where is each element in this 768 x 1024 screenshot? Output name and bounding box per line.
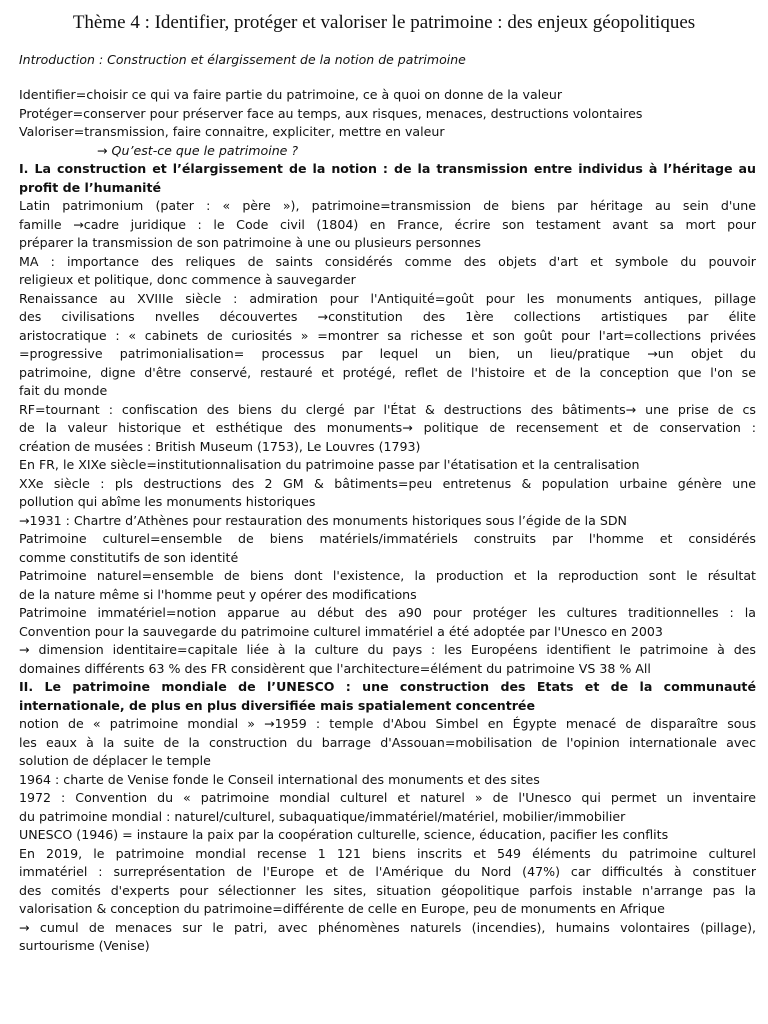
paragraph-line: Patrimoine culturel=ensemble de biens matériels/immatériels construits par l'homme et considérés <box>19 531 756 546</box>
paragraph-line: de la nature même si l'homme peut y opérer des modifications <box>19 586 417 602</box>
document-body <box>19 86 756 956</box>
paragraph-line: aristocratique : « cabinets de curiosités » =montrer sa richesse et son goût pour l'art=collections privées <box>19 327 756 343</box>
section-heading: internationale, de plus en plus diversifiée mais spatialement concentrée <box>19 697 536 713</box>
paragraph-line: fait du monde <box>19 383 108 398</box>
paragraph-line: des comités d'experts pour sélectionner les sites, situation géopolitique parfois instable n'arrange pas la <box>19 882 756 898</box>
paragraph-line: → cumul de menaces sur le patri, avec phénomènes naturels (incendies), humains volontaires (pillage), <box>19 919 756 935</box>
section-heading: II. Le patrimoine mondiale de l’UNESCO : une construction des Etats et de la communauté <box>19 679 756 694</box>
paragraph-line: → dimension identitaire=capitale liée à la culture du pays : les Européens identifient le patrimoine à des <box>19 642 756 657</box>
paragraph-line: notion de « patrimoine mondial » →1959 : temple d'Abou Simbel en Égypte menacé de disparaître sous <box>19 716 756 731</box>
paragraph-line: pollution qui abîme les monuments historiques <box>19 494 316 509</box>
paragraph-line: 1972 : Convention du « patrimoine mondial culturel et naturel » de l'Unesco qui permet un inventaire <box>19 790 756 805</box>
question-line: → Qu’est-ce que le patrimoine ? <box>97 142 299 158</box>
paragraph-line: =progressive patrimonialisation= processus par lequel un bien, un lieu/pratique →un objet du <box>19 346 756 361</box>
paragraph-line: surtourisme (Venise) <box>19 938 150 953</box>
paragraph-line: immatériel : surreprésentation de l'Europe et de l'Amérique du Nord (47%) car difficultés à constituer <box>19 864 756 879</box>
paragraph-line: solution de déplacer le temple <box>19 753 211 768</box>
section-heading: I. La construction et l’élargissement de la notion : de la transmission entre individus à l’héritage au <box>19 161 756 176</box>
paragraph-line: En 2019, le patrimoine mondial recense 1 121 biens inscrits et 549 éléments du patrimoine culturel <box>19 845 756 861</box>
paragraph-line: Identifier=choisir ce qui va faire partie du patrimoine, ce à quoi on donne de la valeur <box>19 87 563 102</box>
paragraph-line: Protéger=conserver pour préserver face au temps, aux risques, menaces, destructions volontaires <box>19 105 643 121</box>
paragraph-line: des civilisations nvelles découvertes →constitution des 1ère collections artistiques par élite <box>19 309 756 324</box>
paragraph-line: Patrimoine immatériel=notion apparue au début des a90 pour protéger les cultures traditionnelles : la <box>19 605 756 620</box>
paragraph-line: Renaissance au XVIIIe siècle : admiration pour l'Antiquité=goût pour les monuments antiques, pillage <box>19 290 756 306</box>
paragraph-line: XXe siècle : pls destructions des 2 GM & bâtiments=peu entretenus & population urbaine génère une <box>19 475 756 491</box>
paragraph-line: création de musées : British Museum (1753), Le Louvres (1793) <box>19 438 421 454</box>
paragraph-line: Latin patrimonium (pater : « père »), patrimoine=transmission de biens par héritage au sein d'une <box>19 198 756 213</box>
paragraph-line: RF=tournant : confiscation des biens du clergé par l'État & destructions des bâtiments→ une prise de cs <box>19 401 756 417</box>
paragraph-line: 1964 : charte de Venise fonde le Conseil international des monuments et des sites <box>19 771 540 787</box>
paragraph-line: →1931 : Chartre d’Athènes pour restauration des monuments historiques sous l’égide de la SDN <box>19 512 627 528</box>
paragraph-line: les eaux à la suite de la construction du barrage d'Assouan=mobilisation de l'opinion internationale avec <box>19 734 756 750</box>
paragraph-line: de la valeur historique et esthétique des monuments→ politique de recensement et de conservation : <box>19 420 756 435</box>
paragraph-line: patrimoine, digne d'être conservé, restauré et protégé, reflet de l'histoire et de la conception que l'on se <box>19 364 756 380</box>
paragraph-line: UNESCO (1946) = instaure la paix par la coopération culturelle, science, éducation, pacifier les conflits <box>19 827 669 842</box>
paragraph-line: En FR, le XIXe siècle=institutionnalisation du patrimoine passe par l'étatisation et la centralisation <box>19 457 640 472</box>
paragraph-line: valorisation & conception du patrimoine=différente de celle en Europe, peu de monuments en Afrique <box>19 901 665 916</box>
paragraph-line: Valoriser=transmission, faire connaitre, expliciter, mettre en valeur <box>19 124 445 139</box>
paragraph-line: MA : importance des reliques de saints considérés comme des objets d'art et symbole du pouvoir <box>19 253 756 269</box>
paragraph-line: comme constitutifs de son identité <box>19 549 239 565</box>
intro-subtitle: Introduction : Construction et élargissement de la notion de patrimoine <box>19 52 466 67</box>
paragraph-line: préparer la transmission de son patrimoine à une ou plusieurs personnes <box>19 235 481 250</box>
paragraph-line: du patrimoine mondial : naturel/culturel, subaquatique/immatériel/matériel, mobilier/immobilier <box>19 808 626 824</box>
paragraph-line: domaines différents 63 % des FR considèrent que l'architecture=élément du patrimoine VS 38 % All <box>19 660 651 676</box>
paragraph-line: religieux et politique, donc commence à sauvegarder <box>19 272 356 287</box>
paragraph-line: famille →cadre juridique : le Code civil (1804) en France, écrire son testament avant sa mort pour <box>19 216 756 232</box>
section-heading: profit de l’humanité <box>19 179 162 195</box>
page-title: Thème 4 : Identifier, protéger et valoriser le patrimoine : des enjeux géopolitiques <box>72 12 696 33</box>
paragraph-line: Convention pour la sauvegarde du patrimoine culturel immatériel a été adoptée par l'Unesco en 2003 <box>19 623 663 639</box>
paragraph-line: Patrimoine naturel=ensemble de biens dont l'existence, la production et la reproduction sont le résultat <box>19 568 756 583</box>
